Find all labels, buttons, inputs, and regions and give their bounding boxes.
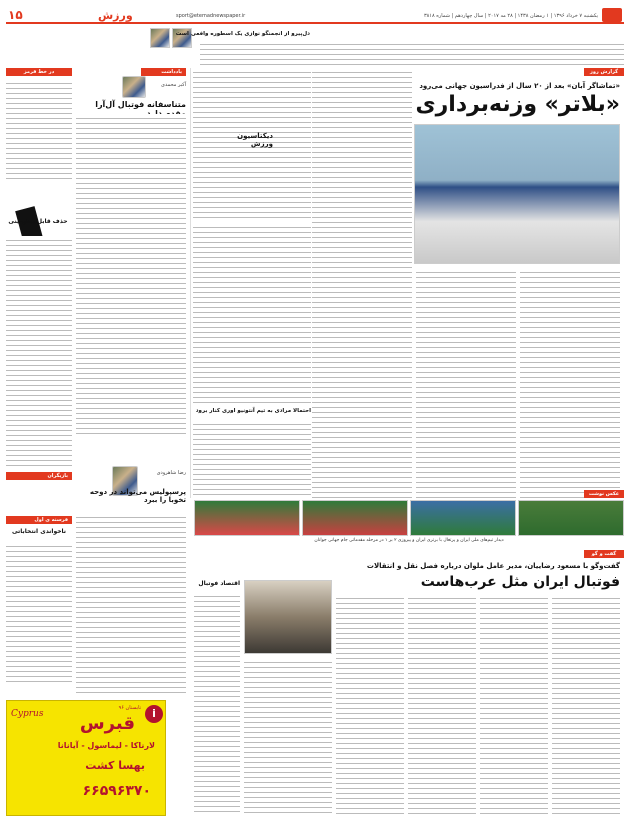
ad-brand: Cyprus [11,709,44,719]
side-headline: اقتصاد فوتبال [198,580,240,587]
main-body-left [312,68,412,498]
main-story [312,68,624,498]
email: sport@etemadnewspaper.ir [176,13,246,19]
box-body [6,79,72,179]
box4-label: فرسته ی اول [6,516,72,524]
author-avatar [122,76,146,98]
ad-promo: بهسا کشت [85,759,145,772]
main-headline: «بلاتر» وزنه‌برداری [415,92,620,117]
left-headline-2: پرسپولیس می‌تواند در دوحه تخوبا را ببرد [89,488,186,504]
bottom-subhead: گفت‌وگو با مسعود رضاییان، مدیر عامل ملوان درباره فصل نقل و انتقالات [366,562,620,570]
left-body [76,114,186,434]
left-headline-3: ناخواندی انتخاباتی [11,528,67,535]
top-headline: دل‌پیرو از انجمنگو نوازی یک اسطوره وافعی است [175,31,310,37]
author2-name: رضا شاهرودی [156,470,186,476]
left-column [6,68,186,816]
mid-headline: دیکتاسیون ورزش [237,132,273,148]
left-box [6,68,72,203]
strip-photo-4 [194,500,300,536]
bottom-story [194,550,624,816]
photo-strip [194,491,624,536]
masthead [6,8,624,24]
box3-label: بازیگران [6,472,72,480]
mid-column [190,68,310,498]
main-subhead: «تماشاگر آبان» بعد از ۲۰ سال از فدراسیون جهانی می‌رود [419,82,620,90]
side-body [194,592,240,816]
travel-ad[interactable] [6,700,166,816]
bottom-kicker: گفت و گو [584,550,624,558]
left-headline: متناسفانه فوتبال آل‌آرا [95,100,186,109]
main-body-mid [416,268,516,498]
bottom-body-3 [408,594,476,816]
mid-body [193,223,311,403]
bottom-body-1 [552,594,620,816]
box2-title: حذف قابل پیش‌بینی [8,218,68,225]
box2-body [6,236,72,466]
strip-photo-2 [410,500,516,536]
section-title: ورزش [98,9,133,22]
left-body-2 [76,513,186,693]
ad-phone[interactable]: ۶۶۵۹۶۳۷۰ [82,783,151,799]
dateline: یکشنبه ۷ خرداد ۱۳۹۶ | ۱ رمضان ۱۴۳۸ | ۲۸ مه ۲۰۱۷ | سال چهاردهم | شماره ۳۸۱۸ [423,13,598,19]
left-label: یادداشت [141,68,186,76]
ad-tour-label: تابستان ۹۶ [118,705,141,711]
strip-photo-3 [302,500,408,536]
bottom-body-4 [244,658,332,816]
strip-label: عکس نوشت [584,490,624,498]
left-body-3 [6,542,72,682]
main-photo [414,124,620,264]
logo [602,8,622,22]
intro-text [200,40,624,68]
strip-caption: دیدار تیم‌های ملی ایران و پرتغال با برتری ایران و پیروزی ۲ بر ۱ در مرحله مقدماتی جام جهانی جوانان [314,538,504,543]
ad-destination: قبرس [79,713,135,734]
bottom-headline: فوتبال ایران مثل عرب‌هاست [420,574,620,590]
ad-cities: لارناکا - لیماسول - آیانانا [57,741,155,750]
mid-subhead: احتمالا مرادی به تیم آنتونیو اوری کنار برود [195,408,311,414]
info-icon: i [145,705,163,723]
box-label: در خط قرمز [6,68,72,76]
main-body-right [520,268,620,498]
main-kicker: گزارش روز [584,68,624,76]
strip-photo-1 [518,500,624,536]
bottom-body-2 [480,594,548,816]
author-name: آکبر محمدی [161,82,186,88]
mid-body-2 [193,420,311,498]
page-number: ۱۵ [8,8,23,22]
interview-photo [244,580,332,654]
bottom-body-5 [336,594,404,816]
